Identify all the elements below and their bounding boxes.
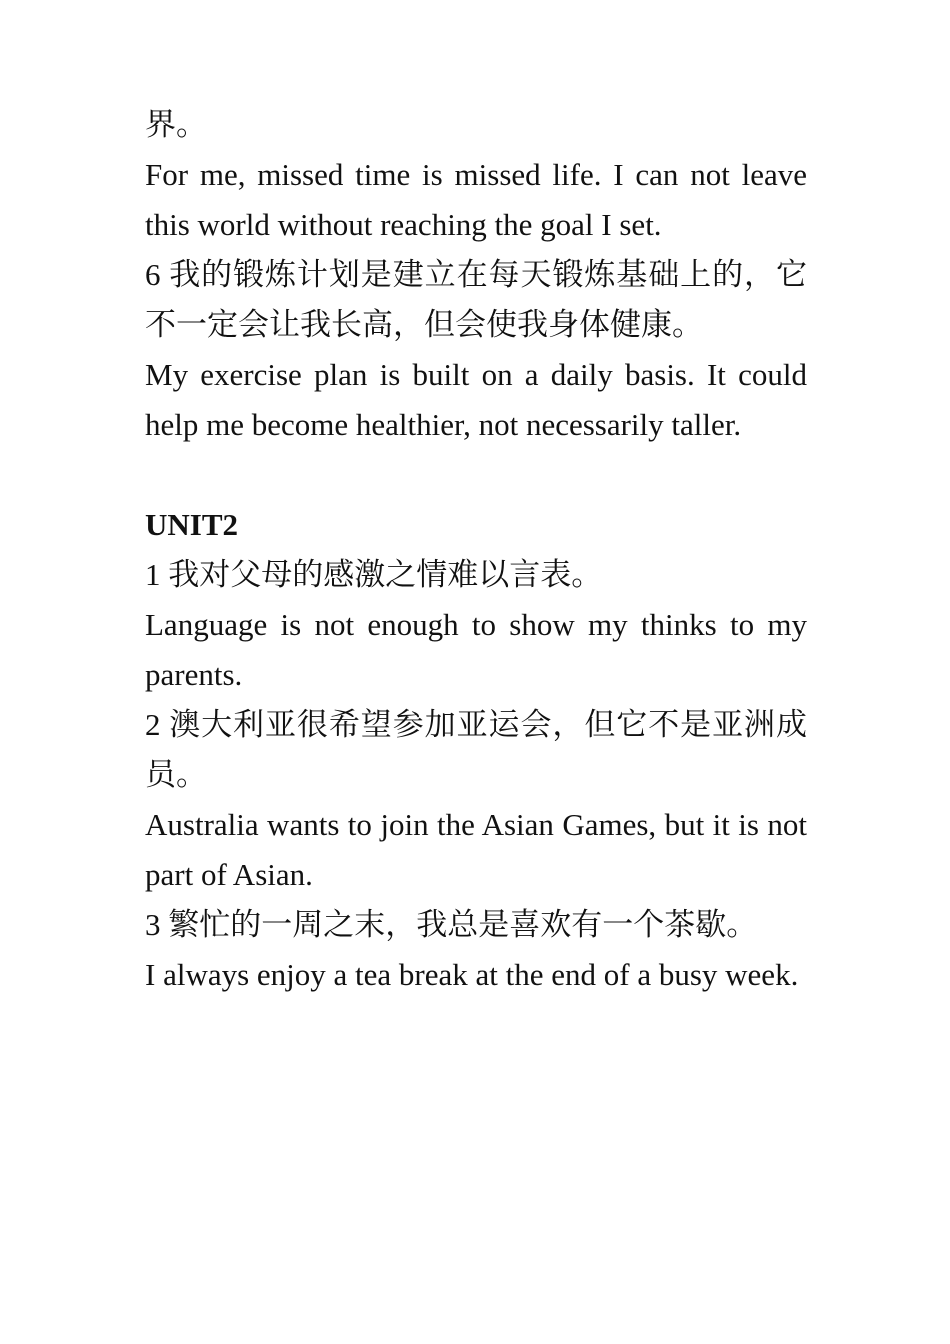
document-page	[145, 100, 807, 1000]
text-paragraph: Language is not enough to show my thinks to my parents.	[145, 607, 807, 692]
text-paragraph: For me, missed time is missed life. I can not leave this world without reaching the goal I set.	[145, 157, 807, 242]
text-paragraph: 3 繁忙的一周之末，我总是喜欢有一个茶歇。	[145, 907, 758, 942]
text-paragraph: 6 我的锻炼计划是建立在每天锻炼基础上的，它不一定会让我长高，但会使我身体健康。	[145, 257, 807, 342]
text-paragraph: I always enjoy a tea break at the end of a busy week.	[145, 957, 799, 992]
text-paragraph: 2 澳大利亚很希望参加亚运会，但它不是亚洲成员。	[145, 707, 807, 792]
text-paragraph: 1 我对父母的感激之情难以言表。	[145, 557, 603, 592]
text-paragraph: Australia wants to join the Asian Games, but it is not part of Asian.	[145, 807, 807, 892]
paragraph-spacer	[145, 450, 807, 500]
section-heading: UNIT2	[145, 507, 239, 542]
text-paragraph: My exercise plan is built on a daily basis. It could help me become healthier, not necessarily taller.	[145, 357, 807, 442]
text-paragraph: 界。	[145, 107, 207, 142]
